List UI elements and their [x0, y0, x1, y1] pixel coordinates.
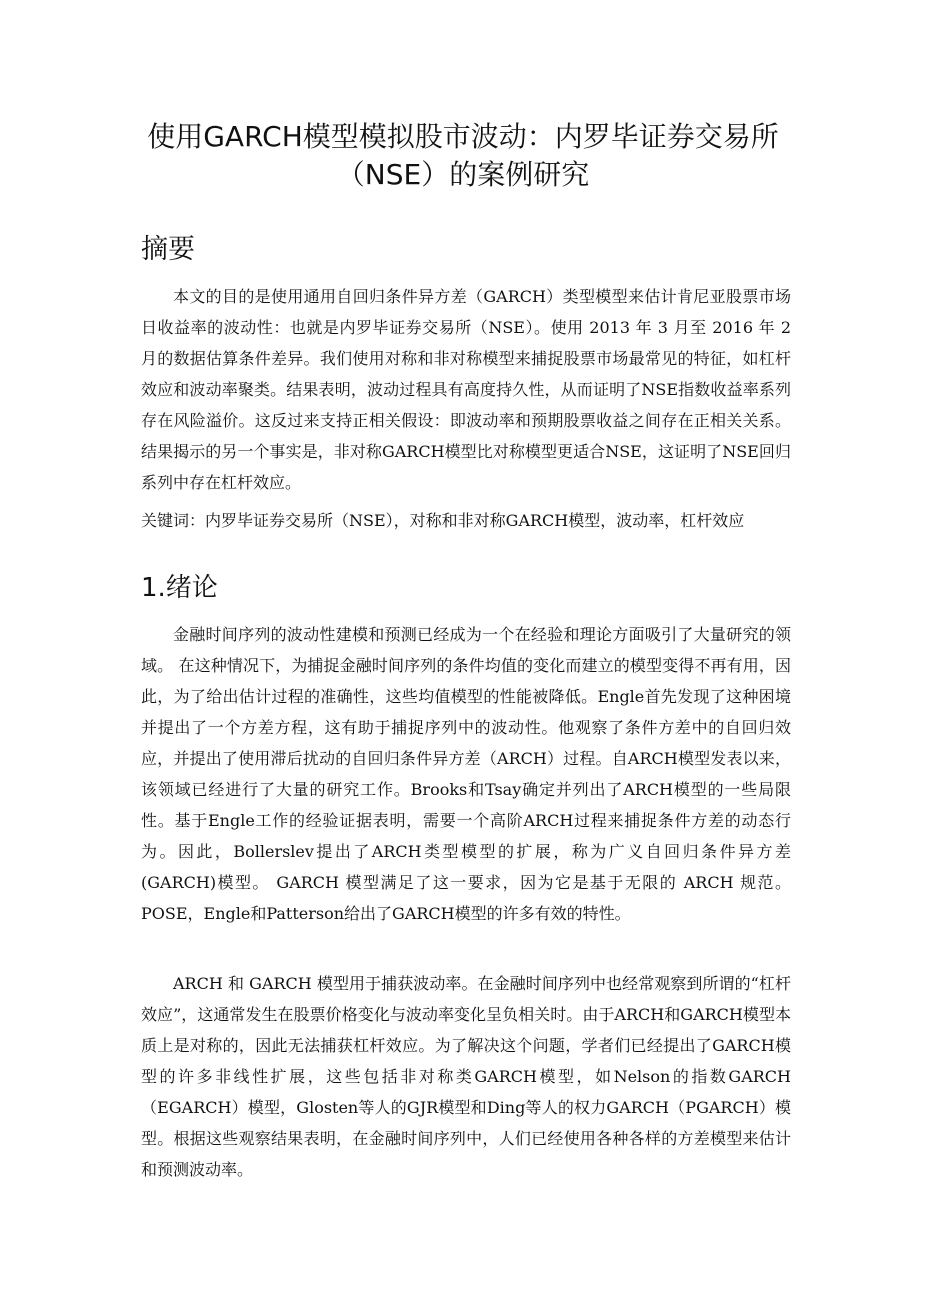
keywords-label: 关键词：	[141, 511, 206, 530]
keywords-text: 内罗毕证券交易所（NSE），对称和非对称GARCH模型，波动率，杠杆效应	[205, 511, 745, 530]
keywords	[141, 505, 791, 536]
paper-title	[120, 118, 806, 194]
paper-title-line-1: 使用GARCH模型模拟股市波动：内罗毕证券交易所	[147, 120, 779, 153]
abstract-heading: 摘要	[141, 234, 195, 265]
introduction-heading: 1.绪论	[141, 573, 218, 603]
paper-title-line-2: （NSE）的案例研究	[336, 158, 590, 191]
introduction-paragraph-1: 金融时间序列的波动性建模和预测已经成为一个在经验和理论方面吸引了大量研究的领域。 在这种情况下，为捕捉金融时间序列的条件均值的变化而建立的模型变得不再有用，因此，为了给出估计过程的准确性，这些均值模型的性能被降低。Engle首先发现了这种困境并提出了一个方差方程，这有助于捕捉序列中的波动性。他观察了条件方差中的自回归效应，并提出了使用滞后扰动的自回归条件异方差（ARCH）过程。自ARCH模型发表以来，该领域已经进行了大量的研究工作。Brooks和Tsay确定并列出了ARCH模型的一些局限性。基于Engle工作的经验证据表明，需要一个高阶ARCH过程来捕捉条件方差的动态行为。因此，Bollerslev提出了ARCH类型模型的扩展，称为广义自回归条件异方差(GARCH)模型。 GARCH 模型满足了这一要求，因为它是基于无限的 ARCH 规范。POSE，Engle和Patterson给出了GARCH模型的许多有效的特性。	[141, 625, 791, 923]
abstract-text: 本文的目的是使用通用自回归条件异方差（GARCH）类型模型来估计肯尼亚股票市场日收益率的波动性：也就是内罗毕证券交易所（NSE）。使用 2013 年 3 月至 2016 年 2 月的数据估算条件差异。我们使用对称和非对称模型来捕捉股票市场最常见的特征，如杠杆效应和波动率聚类。结果表明，波动过程具有高度持久性，从而证明了NSE指数收益率系列存在风险溢价。这反过来支持正相关假设：即波动率和预期股票收益之间存在正相关关系。结果揭示的另一个事实是，非对称GARCH模型比对称模型更适合NSE，这证明了NSE回归系列中存在杠杆效应。	[141, 287, 791, 492]
introduction-paragraph-2: ARCH 和 GARCH 模型用于捕获波动率。在金融时间序列中也经常观察到所谓的“杠杆效应”，这通常发生在股票价格变化与波动率变化呈负相关时。由于ARCH和GARCH模型本质上是对称的，因此无法捕获杠杆效应。为了解决这个问题，学者们已经提出了GARCH模型的许多非线性扩展，这些包括非对称类GARCH模型，如Nelson的指数GARCH（EGARCH）模型，Glosten等人的GJR模型和Ding等人的权力GARCH（PGARCH）模型。根据这些观察结果表明，在金融时间序列中，人们已经使用各种各样的方差模型来估计和预测波动率。	[141, 974, 791, 1179]
